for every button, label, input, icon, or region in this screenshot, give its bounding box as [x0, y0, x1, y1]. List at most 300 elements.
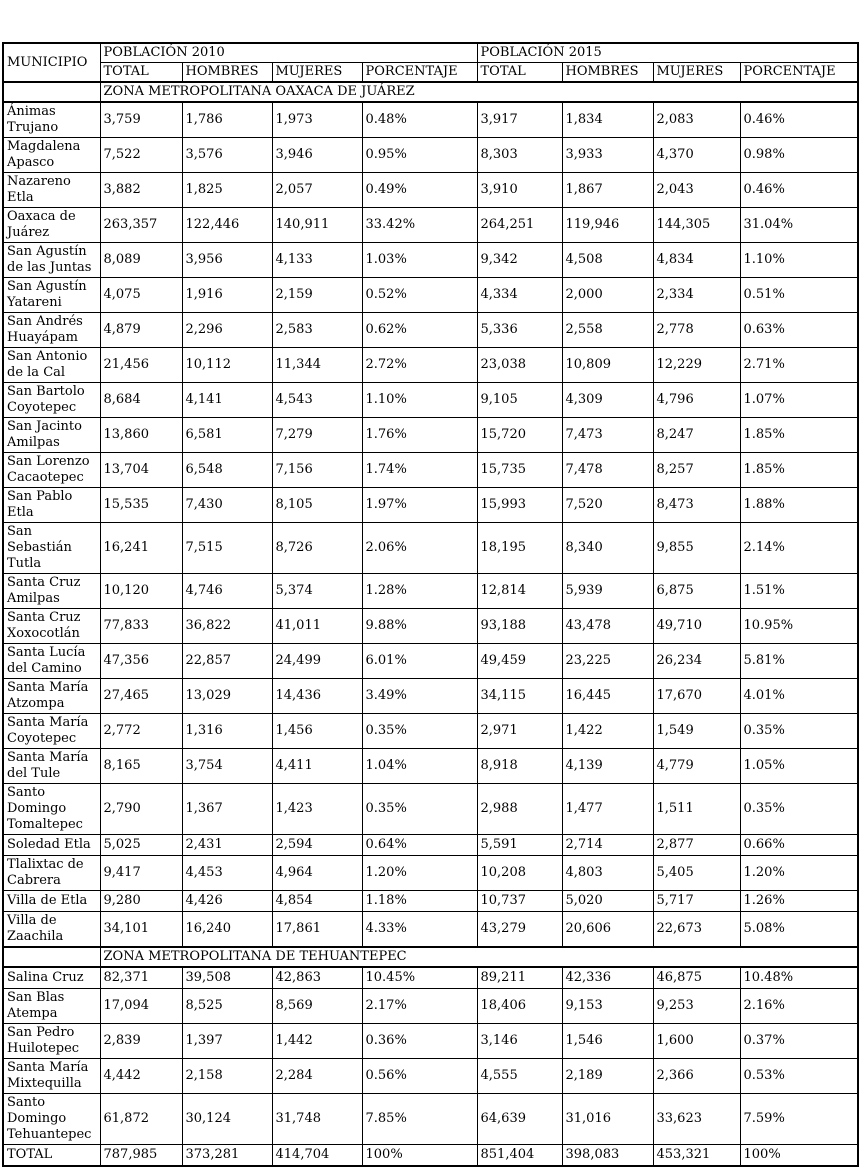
value-cell: 1,456 — [272, 714, 362, 749]
value-cell: 17,670 — [653, 679, 740, 714]
value-cell: 49,710 — [653, 609, 740, 644]
municipality-cell: San Pablo Etla — [3, 488, 100, 523]
value-cell: 34,115 — [477, 679, 562, 714]
value-cell: 1.97% — [362, 488, 477, 523]
table-row — [3, 967, 858, 989]
value-cell: 17,861 — [272, 912, 362, 948]
value-cell: 4,555 — [477, 1059, 562, 1094]
value-cell: 5,336 — [477, 313, 562, 348]
value-cell: 0.35% — [362, 784, 477, 835]
value-cell: 22,857 — [182, 644, 272, 679]
table-row — [3, 989, 858, 1024]
table-row — [3, 102, 858, 138]
value-cell: 1,397 — [182, 1024, 272, 1059]
value-cell: 2.17% — [362, 989, 477, 1024]
value-cell: 18,406 — [477, 989, 562, 1024]
value-cell: 6.01% — [362, 644, 477, 679]
total-value-cell: 100% — [362, 1145, 477, 1167]
value-cell: 7,430 — [182, 488, 272, 523]
value-cell: 4,133 — [272, 243, 362, 278]
value-cell: 41,011 — [272, 609, 362, 644]
municipality-cell: San Blas Atempa — [3, 989, 100, 1024]
value-cell: 4,746 — [182, 574, 272, 609]
value-cell: 93,188 — [477, 609, 562, 644]
value-cell: 1.28% — [362, 574, 477, 609]
section-title: ZONA METROPOLITANA OAXACA DE JUÁREZ — [100, 82, 858, 102]
value-cell: 33.42% — [362, 208, 477, 243]
value-cell: 0.35% — [740, 714, 858, 749]
value-cell: 2,714 — [562, 835, 653, 856]
value-cell: 3.49% — [362, 679, 477, 714]
value-cell: 0.35% — [362, 714, 477, 749]
value-cell: 2,057 — [272, 173, 362, 208]
table-row — [3, 912, 858, 948]
value-cell: 21,456 — [100, 348, 182, 383]
total-value-cell: 787,985 — [100, 1145, 182, 1167]
table-row — [3, 138, 858, 173]
value-cell: 2,083 — [653, 102, 740, 138]
value-cell: 1,834 — [562, 102, 653, 138]
value-cell: 7,156 — [272, 453, 362, 488]
value-cell: 1.88% — [740, 488, 858, 523]
value-cell: 11,344 — [272, 348, 362, 383]
value-cell: 47,356 — [100, 644, 182, 679]
value-cell: 0.63% — [740, 313, 858, 348]
value-cell: 9.88% — [362, 609, 477, 644]
municipality-cell: Santo Domingo Tomaltepec — [3, 784, 100, 835]
value-cell: 4,508 — [562, 243, 653, 278]
value-cell: 4.01% — [740, 679, 858, 714]
value-cell: 7,520 — [562, 488, 653, 523]
municipality-cell: Santa Lucía del Camino — [3, 644, 100, 679]
value-cell: 1,546 — [562, 1024, 653, 1059]
value-cell: 22,673 — [653, 912, 740, 948]
municipality-cell: Villa de Zaachila — [3, 912, 100, 948]
value-cell: 36,822 — [182, 609, 272, 644]
value-cell: 1.51% — [740, 574, 858, 609]
value-cell: 1,442 — [272, 1024, 362, 1059]
table-row — [3, 835, 858, 856]
value-cell: 1.85% — [740, 453, 858, 488]
header-group-row — [3, 43, 858, 63]
value-cell: 2,296 — [182, 313, 272, 348]
value-cell: 9,153 — [562, 989, 653, 1024]
header-hombres-2010: HOMBRES — [182, 63, 272, 83]
value-cell: 0.49% — [362, 173, 477, 208]
value-cell: 0.51% — [740, 278, 858, 313]
value-cell: 2,583 — [272, 313, 362, 348]
value-cell: 5,591 — [477, 835, 562, 856]
table-row — [3, 313, 858, 348]
value-cell: 0.53% — [740, 1059, 858, 1094]
value-cell: 1,916 — [182, 278, 272, 313]
value-cell: 140,911 — [272, 208, 362, 243]
value-cell: 0.66% — [740, 835, 858, 856]
table-row — [3, 243, 858, 278]
value-cell: 27,465 — [100, 679, 182, 714]
value-cell: 13,704 — [100, 453, 182, 488]
value-cell: 34,101 — [100, 912, 182, 948]
value-cell: 264,251 — [477, 208, 562, 243]
municipality-cell: Soledad Etla — [3, 835, 100, 856]
value-cell: 2,159 — [272, 278, 362, 313]
value-cell: 8,525 — [182, 989, 272, 1024]
value-cell: 1,316 — [182, 714, 272, 749]
value-cell: 4,334 — [477, 278, 562, 313]
table-row — [3, 488, 858, 523]
value-cell: 144,305 — [653, 208, 740, 243]
value-cell: 2.71% — [740, 348, 858, 383]
value-cell: 8,257 — [653, 453, 740, 488]
municipality-cell: Magdalena Apasco — [3, 138, 100, 173]
value-cell: 4,779 — [653, 749, 740, 784]
value-cell: 2,839 — [100, 1024, 182, 1059]
value-cell: 2,971 — [477, 714, 562, 749]
value-cell: 5,405 — [653, 856, 740, 891]
value-cell: 4,854 — [272, 891, 362, 912]
table-row — [3, 749, 858, 784]
table-row — [3, 574, 858, 609]
header-total-2015: TOTAL — [477, 63, 562, 83]
value-cell: 17,094 — [100, 989, 182, 1024]
municipality-cell: San Andrés Huayápam — [3, 313, 100, 348]
value-cell: 7,279 — [272, 418, 362, 453]
value-cell: 4,964 — [272, 856, 362, 891]
value-cell: 43,279 — [477, 912, 562, 948]
table-row — [3, 1094, 858, 1145]
value-cell: 1,600 — [653, 1024, 740, 1059]
value-cell: 4,426 — [182, 891, 272, 912]
value-cell: 39,508 — [182, 967, 272, 989]
value-cell: 77,833 — [100, 609, 182, 644]
population-table — [2, 42, 859, 1167]
total-value-cell: 414,704 — [272, 1145, 362, 1167]
value-cell: 15,993 — [477, 488, 562, 523]
value-cell: 3,946 — [272, 138, 362, 173]
header-mujeres-2010: MUJERES — [272, 63, 362, 83]
value-cell: 1.04% — [362, 749, 477, 784]
municipality-cell: Santo Domingo Tehuantepec — [3, 1094, 100, 1145]
value-cell: 2,558 — [562, 313, 653, 348]
section-header-row — [3, 947, 858, 967]
table-row — [3, 1059, 858, 1094]
value-cell: 2,988 — [477, 784, 562, 835]
value-cell: 1,786 — [182, 102, 272, 138]
header-porcentaje-2010: PORCENTAJE — [362, 63, 477, 83]
value-cell: 1,549 — [653, 714, 740, 749]
value-cell: 3,882 — [100, 173, 182, 208]
value-cell: 9,342 — [477, 243, 562, 278]
value-cell: 2,189 — [562, 1059, 653, 1094]
value-cell: 46,875 — [653, 967, 740, 989]
value-cell: 7.85% — [362, 1094, 477, 1145]
value-cell: 4.33% — [362, 912, 477, 948]
value-cell: 4,442 — [100, 1059, 182, 1094]
value-cell: 5,025 — [100, 835, 182, 856]
value-cell: 3,917 — [477, 102, 562, 138]
header-poblacion-2015: POBLACIÓN 2015 — [477, 43, 858, 63]
header-municipio: MUNICIPIO — [3, 43, 100, 82]
value-cell: 4,141 — [182, 383, 272, 418]
value-cell: 0.95% — [362, 138, 477, 173]
value-cell: 15,735 — [477, 453, 562, 488]
value-cell: 2,000 — [562, 278, 653, 313]
table-row — [3, 679, 858, 714]
section-header-row — [3, 82, 858, 102]
value-cell: 8,569 — [272, 989, 362, 1024]
value-cell: 10,120 — [100, 574, 182, 609]
municipality-cell: Villa de Etla — [3, 891, 100, 912]
value-cell: 2,778 — [653, 313, 740, 348]
municipality-cell: Salina Cruz — [3, 967, 100, 989]
value-cell: 1.07% — [740, 383, 858, 418]
value-cell: 9,280 — [100, 891, 182, 912]
value-cell: 2,594 — [272, 835, 362, 856]
value-cell: 263,357 — [100, 208, 182, 243]
value-cell: 7.59% — [740, 1094, 858, 1145]
value-cell: 9,253 — [653, 989, 740, 1024]
value-cell: 24,499 — [272, 644, 362, 679]
value-cell: 4,834 — [653, 243, 740, 278]
municipality-cell: Santa María Atzompa — [3, 679, 100, 714]
value-cell: 2.14% — [740, 523, 858, 574]
total-value-cell: 373,281 — [182, 1145, 272, 1167]
header-hombres-2015: HOMBRES — [562, 63, 653, 83]
value-cell: 10,809 — [562, 348, 653, 383]
value-cell: 89,211 — [477, 967, 562, 989]
municipality-cell: San Agustín Yatareni — [3, 278, 100, 313]
value-cell: 1.20% — [362, 856, 477, 891]
header-total-2010: TOTAL — [100, 63, 182, 83]
header-poblacion-2010: POBLACIÓN 2010 — [100, 43, 477, 63]
value-cell: 8,684 — [100, 383, 182, 418]
table-row — [3, 891, 858, 912]
value-cell: 3,933 — [562, 138, 653, 173]
value-cell: 1.18% — [362, 891, 477, 912]
table-row — [3, 856, 858, 891]
value-cell: 13,029 — [182, 679, 272, 714]
total-value-cell: 453,321 — [653, 1145, 740, 1167]
value-cell: 6,581 — [182, 418, 272, 453]
municipality-cell: San Pedro Huilotepec — [3, 1024, 100, 1059]
value-cell: 2,431 — [182, 835, 272, 856]
municipality-cell: Oaxaca de Juárez — [3, 208, 100, 243]
value-cell: 2,334 — [653, 278, 740, 313]
value-cell: 6,548 — [182, 453, 272, 488]
value-cell: 8,918 — [477, 749, 562, 784]
total-value-cell: 398,083 — [562, 1145, 653, 1167]
value-cell: 15,535 — [100, 488, 182, 523]
value-cell: 8,247 — [653, 418, 740, 453]
value-cell: 1.10% — [362, 383, 477, 418]
municipality-cell: Santa María Coyotepec — [3, 714, 100, 749]
value-cell: 0.46% — [740, 102, 858, 138]
value-cell: 9,417 — [100, 856, 182, 891]
value-cell: 1.03% — [362, 243, 477, 278]
value-cell: 2,158 — [182, 1059, 272, 1094]
municipality-cell: Nazareno Etla — [3, 173, 100, 208]
value-cell: 4,803 — [562, 856, 653, 891]
value-cell: 2,790 — [100, 784, 182, 835]
value-cell: 6,875 — [653, 574, 740, 609]
header-mujeres-2015: MUJERES — [653, 63, 740, 83]
value-cell: 8,340 — [562, 523, 653, 574]
value-cell: 82,371 — [100, 967, 182, 989]
value-cell: 2,877 — [653, 835, 740, 856]
value-cell: 0.46% — [740, 173, 858, 208]
municipality-cell: Santa Cruz Xoxocotlán — [3, 609, 100, 644]
table-row — [3, 523, 858, 574]
value-cell: 20,606 — [562, 912, 653, 948]
municipality-cell: San Agustín de las Juntas — [3, 243, 100, 278]
value-cell: 12,229 — [653, 348, 740, 383]
value-cell: 1,825 — [182, 173, 272, 208]
value-cell: 4,075 — [100, 278, 182, 313]
header-porcentaje-2015: PORCENTAJE — [740, 63, 858, 83]
value-cell: 0.48% — [362, 102, 477, 138]
value-cell: 119,946 — [562, 208, 653, 243]
table-row — [3, 1024, 858, 1059]
value-cell: 14,436 — [272, 679, 362, 714]
value-cell: 5.81% — [740, 644, 858, 679]
value-cell: 26,234 — [653, 644, 740, 679]
table-row — [3, 383, 858, 418]
value-cell: 1,477 — [562, 784, 653, 835]
table-row — [3, 208, 858, 243]
municipality-cell: Santa Cruz Amilpas — [3, 574, 100, 609]
municipality-cell: San Bartolo Coyotepec — [3, 383, 100, 418]
value-cell: 61,872 — [100, 1094, 182, 1145]
header-sub-row — [3, 63, 858, 83]
value-cell: 1.26% — [740, 891, 858, 912]
value-cell: 122,446 — [182, 208, 272, 243]
value-cell: 15,720 — [477, 418, 562, 453]
value-cell: 5,374 — [272, 574, 362, 609]
value-cell: 1,973 — [272, 102, 362, 138]
value-cell: 1,867 — [562, 173, 653, 208]
table-row — [3, 714, 858, 749]
value-cell: 1.85% — [740, 418, 858, 453]
value-cell: 42,863 — [272, 967, 362, 989]
municipality-cell: San Jacinto Amilpas — [3, 418, 100, 453]
value-cell: 16,445 — [562, 679, 653, 714]
value-cell: 10.95% — [740, 609, 858, 644]
value-cell: 2,284 — [272, 1059, 362, 1094]
value-cell: 3,754 — [182, 749, 272, 784]
value-cell: 1.10% — [740, 243, 858, 278]
value-cell: 4,411 — [272, 749, 362, 784]
value-cell: 4,453 — [182, 856, 272, 891]
value-cell: 7,522 — [100, 138, 182, 173]
value-cell: 12,814 — [477, 574, 562, 609]
value-cell: 0.98% — [740, 138, 858, 173]
value-cell: 0.37% — [740, 1024, 858, 1059]
table-row — [3, 173, 858, 208]
value-cell: 64,639 — [477, 1094, 562, 1145]
value-cell: 0.36% — [362, 1024, 477, 1059]
value-cell: 30,124 — [182, 1094, 272, 1145]
value-cell: 4,139 — [562, 749, 653, 784]
value-cell: 10,737 — [477, 891, 562, 912]
value-cell: 1,511 — [653, 784, 740, 835]
value-cell: 18,195 — [477, 523, 562, 574]
value-cell: 10,112 — [182, 348, 272, 383]
value-cell: 10.45% — [362, 967, 477, 989]
value-cell: 0.64% — [362, 835, 477, 856]
value-cell: 16,241 — [100, 523, 182, 574]
value-cell: 10.48% — [740, 967, 858, 989]
value-cell: 49,459 — [477, 644, 562, 679]
value-cell: 3,146 — [477, 1024, 562, 1059]
total-value-cell: 851,404 — [477, 1145, 562, 1167]
municipality-cell: Santa María Mixtequilla — [3, 1059, 100, 1094]
value-cell: 8,089 — [100, 243, 182, 278]
value-cell: 5,717 — [653, 891, 740, 912]
value-cell: 31.04% — [740, 208, 858, 243]
value-cell: 2,772 — [100, 714, 182, 749]
table-row — [3, 418, 858, 453]
value-cell: 9,105 — [477, 383, 562, 418]
value-cell: 7,515 — [182, 523, 272, 574]
value-cell: 3,759 — [100, 102, 182, 138]
value-cell: 3,956 — [182, 243, 272, 278]
total-label-cell: TOTAL — [3, 1145, 100, 1167]
value-cell: 0.52% — [362, 278, 477, 313]
value-cell: 4,796 — [653, 383, 740, 418]
value-cell: 2,043 — [653, 173, 740, 208]
table-row — [3, 784, 858, 835]
value-cell: 2,366 — [653, 1059, 740, 1094]
municipality-cell: Ánimas Trujano — [3, 102, 100, 138]
municipality-cell: San Lorenzo Cacaotepec — [3, 453, 100, 488]
value-cell: 10,208 — [477, 856, 562, 891]
value-cell: 4,309 — [562, 383, 653, 418]
value-cell: 1.76% — [362, 418, 477, 453]
value-cell: 3,910 — [477, 173, 562, 208]
value-cell: 1,367 — [182, 784, 272, 835]
value-cell: 33,623 — [653, 1094, 740, 1145]
value-cell: 0.56% — [362, 1059, 477, 1094]
section-title: ZONA METROPOLITANA DE TEHUANTEPEC — [100, 947, 858, 967]
municipality-cell: Tlalixtac de Cabrera — [3, 856, 100, 891]
table-row — [3, 609, 858, 644]
value-cell: 31,016 — [562, 1094, 653, 1145]
table-body — [3, 82, 858, 1166]
municipality-cell: San Sebastián Tutla — [3, 523, 100, 574]
value-cell: 5,020 — [562, 891, 653, 912]
value-cell: 1.74% — [362, 453, 477, 488]
total-row — [3, 1145, 858, 1167]
value-cell: 31,748 — [272, 1094, 362, 1145]
section-empty-cell — [3, 82, 100, 102]
value-cell: 2.72% — [362, 348, 477, 383]
value-cell: 0.62% — [362, 313, 477, 348]
value-cell: 1,422 — [562, 714, 653, 749]
municipality-cell: San Antonio de la Cal — [3, 348, 100, 383]
table-row — [3, 644, 858, 679]
municipality-cell: Santa María del Tule — [3, 749, 100, 784]
value-cell: 8,726 — [272, 523, 362, 574]
table-row — [3, 278, 858, 313]
value-cell: 8,105 — [272, 488, 362, 523]
value-cell: 9,855 — [653, 523, 740, 574]
value-cell: 8,165 — [100, 749, 182, 784]
value-cell: 42,336 — [562, 967, 653, 989]
value-cell: 0.35% — [740, 784, 858, 835]
value-cell: 5.08% — [740, 912, 858, 948]
section-empty-cell — [3, 947, 100, 967]
value-cell: 8,473 — [653, 488, 740, 523]
